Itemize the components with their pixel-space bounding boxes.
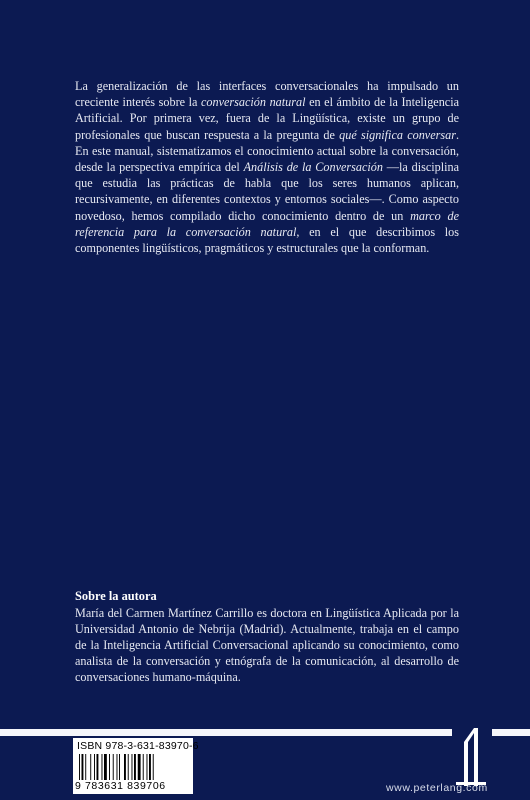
- blurb-italic: qué significa conversar: [339, 127, 456, 142]
- blurb-text: [75, 78, 459, 256]
- author-bio: María del Carmen Martínez Carrillo es doctora en Lingüística Aplicada por la Universidad Antonio de Nebrija (Madrid). Actualmente, trabaja en el campo de la Inteligencia Artificial Conversacional aplicando su conocimiento, como analista de la conversación y etnógrafa de la comunicación, al desarrollo de conversaciones humano-máquina.: [75, 606, 459, 684]
- blurb-italic: marco de referencia para la conversación natural: [75, 208, 459, 239]
- blurb-italic: Análisis de la Conversación: [243, 160, 383, 175]
- barcode-number: 9 783631 839706: [75, 780, 166, 792]
- blurb-part: . En este manual, sistematizamos el conocimiento actual sobre la conversación, desde la perspectiva empírica del: [75, 127, 459, 175]
- isbn-barcode-box: [73, 738, 199, 794]
- isbn-label: ISBN 978-3-631-83970-6: [77, 740, 199, 752]
- blurb-part: en el ámbito de la Inteligencia Artificial. Por primera vez, fuera de la Lingüística, existe un grupo de profesionales que buscan respuesta a la pregunta de: [75, 95, 459, 142]
- author-heading: Sobre la autora: [75, 589, 157, 603]
- barcode: [77, 754, 189, 780]
- blurb-part: —la disciplina que estudia las prácticas de habla que los seres humanos aplican, recursivamente, en diferentes contextos y entornos sociales—. Como aspecto novedoso, hemos compilado dicho conocimiento dentro de un: [75, 160, 459, 223]
- divider-stripe: [0, 729, 530, 736]
- blurb-part: La generalización de las interfaces conversacionales ha impulsado un creciente interés sobre la: [75, 79, 459, 110]
- publisher-url: www.peterlang.com: [386, 782, 488, 794]
- blurb-italic: conversación natural: [201, 95, 306, 110]
- blurb-part: , en el que describimos los componentes lingüísticos, pragmáticos y estructurales que la conforman.: [75, 224, 459, 256]
